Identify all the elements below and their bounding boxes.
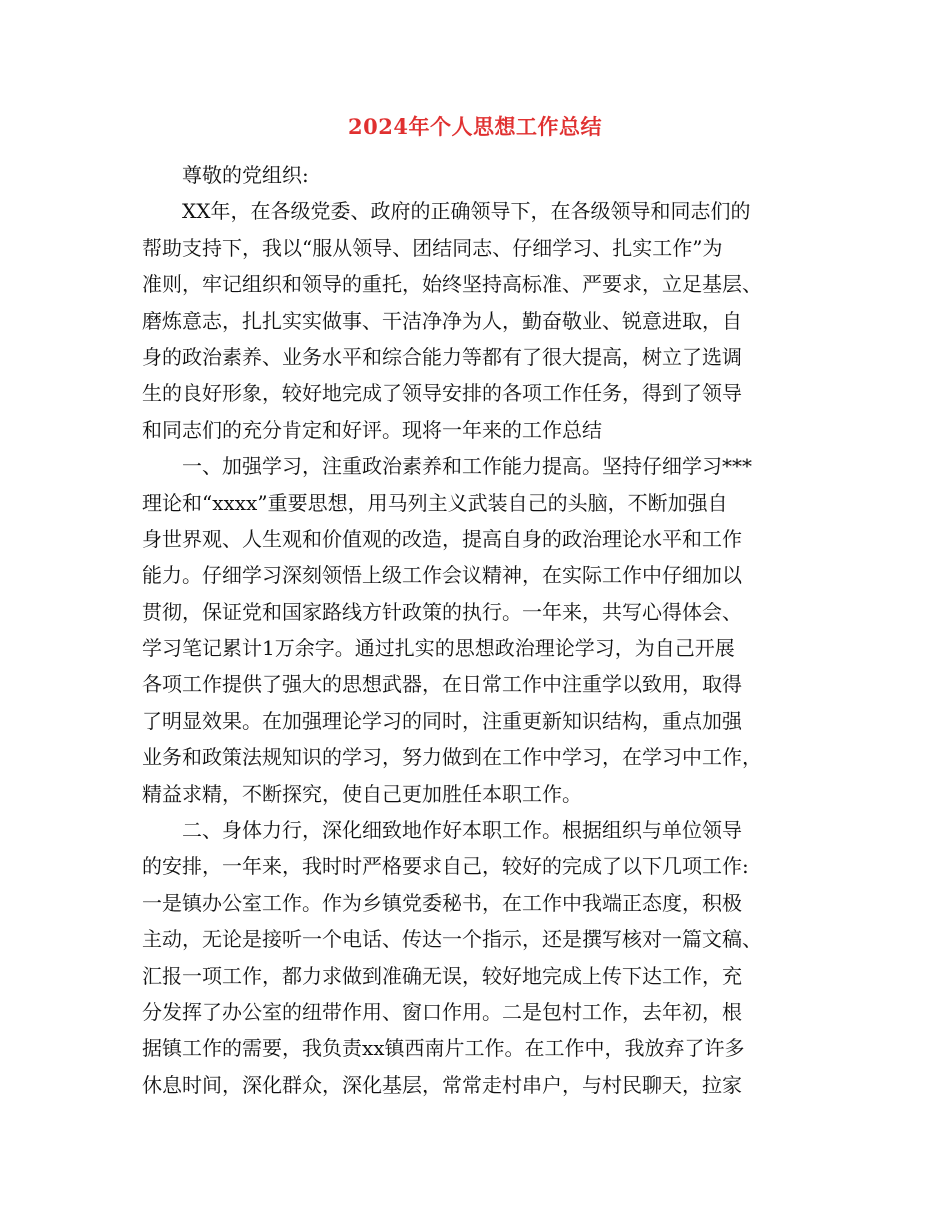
body-line: 一、加强学习，注重政治素养和工作能力提高。坚持仔细学习***	[182, 454, 752, 479]
body-line: 了明显效果。在加强理论学习的同时，注重更新知识结构，重点加强	[142, 708, 742, 733]
body-line: 主动，无论是接听一个电话、传达一个指示，还是撰写核对一篇文稿、	[142, 927, 762, 952]
body-line: 学习笔记累计1万余字。通过扎实的思想政治理论学习，为自己开展	[142, 636, 735, 661]
body-line: 尊敬的党组织:	[182, 163, 309, 187]
document-title: 2024年个人思想工作总结	[348, 114, 602, 139]
body-line: XX年，在各级党委、政府的正确领导下，在各级领导和同志们的	[182, 199, 751, 224]
body-line: 二、身体力行，深化细致地作好本职工作。根据组织与单位领导	[182, 818, 742, 843]
body-line: 业务和政策法规知识的学习，努力做到在工作中学习，在学习中工作，	[142, 745, 762, 770]
body-line: 身世界观、人生观和价值观的改造，提高自身的政治理论水平和工作	[142, 526, 742, 551]
body-line: 和同志们的充分肯定和好评。现将一年来的工作总结	[142, 417, 602, 442]
body-line: 磨炼意志，扎扎实实做事、干洁净净为人，勤奋敬业、锐意进取，自	[142, 308, 742, 333]
body-line: 准则，牢记组织和领导的重托，始终坚持高标准、严要求，立足基层、	[142, 272, 762, 297]
body-line: 贯彻，保证党和国家路线方针政策的执行。一年来，共写心得体会、	[142, 599, 742, 624]
document-body	[142, 157, 810, 1103]
body-line: 休息时间，深化群众，深化基层，常常走村串户，与村民聊天，拉家	[142, 1072, 742, 1097]
body-line: 的安排，一年来，我时时严格要求自己，较好的完成了以下几项工作:	[142, 854, 749, 879]
body-line: 汇报一项工作，都力求做到准确无误，较好地完成上传下达工作，充	[142, 963, 742, 988]
body-line: 帮助支持下，我以“服从领导、团结同志、仔细学习、扎实工作”为	[142, 235, 723, 260]
body-line: 分发挥了办公室的纽带作用、窗口作用。二是包村工作，去年初，根	[142, 999, 742, 1024]
body-line: 能力。仔细学习深刻领悟上级工作会议精神，在实际工作中仔细加以	[142, 563, 742, 588]
body-line: 各项工作提供了强大的思想武器，在日常工作中注重学以致用，取得	[142, 672, 742, 697]
body-line: 理论和“xxxx”重要思想，用马列主义武装自己的头脑，不断加强自	[142, 490, 728, 515]
body-line: 精益求精，不断探究，使自己更加胜任本职工作。	[142, 781, 582, 806]
body-line: 一是镇办公室工作。作为乡镇党委秘书，在工作中我端正态度，积极	[142, 890, 742, 915]
body-line: 生的良好形象，较好地完成了领导安排的各项工作任务，得到了领导	[142, 381, 742, 406]
body-line: 据镇工作的需要，我负责xx镇西南片工作。在工作中，我放弃了许多	[142, 1036, 745, 1061]
body-line: 身的政治素养、业务水平和综合能力等都有了很大提高，树立了选调	[142, 344, 742, 369]
